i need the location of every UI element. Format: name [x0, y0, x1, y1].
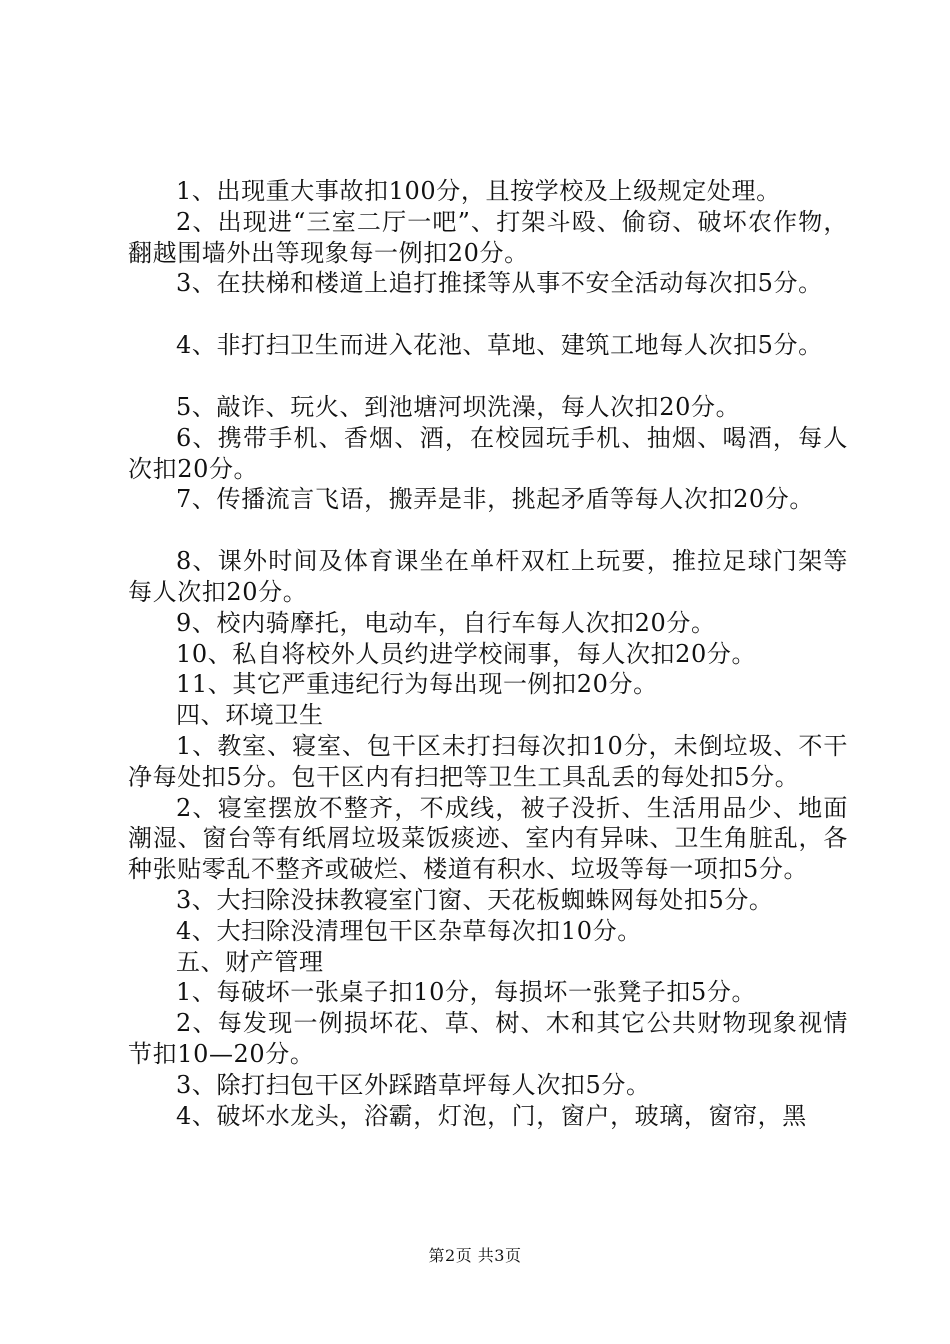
rule-paragraph: 7、传播流言飞语，搬弄是非，挑起矛盾等每人次扣20分。 — [176, 485, 815, 514]
rule-paragraph: 3、除打扫包干区外踩踏草坪每人次扣5分。 — [176, 1070, 651, 1099]
rule-paragraph: 4、破坏水龙头，浴霸，灯泡，门，窗户，玻璃，窗帘，黑 — [176, 1101, 807, 1130]
rule-paragraph: 6、携带手机、香烟、酒，在校园玩手机、抽烟、喝酒，每人次扣20分。 — [128, 423, 848, 483]
rule-paragraph: 1、出现重大事故扣100分，且按学校及上级规定处理。 — [176, 177, 781, 205]
document-body — [128, 176, 848, 1131]
rule-paragraph: 2、寝室摆放不整齐，不成线，被子没折、生活用品少、地面潮湿、窗台等有纸屑垃圾菜饭痰迹、室内有异味、卫生角脏乱，各种张贴零乱不整齐或破烂、楼道有积水、垃圾等每一项扣5分。 — [128, 793, 848, 884]
rule-paragraph: 11、其它严重违纪行为每出现一例扣20分。 — [176, 670, 658, 699]
rule-paragraph: 3、在扶梯和楼道上追打推揉等从事不安全活动每次扣5分。 — [176, 269, 823, 298]
page-number-footer: 第2页 共3页 — [428, 1246, 522, 1265]
rule-paragraph: 5、敲诈、玩火、到池塘河坝洗澡，每人次扣20分。 — [176, 392, 741, 421]
rule-paragraph: 2、每发现一例损坏花、草、树、木和其它公共财物现象视情节扣10—20分。 — [128, 1009, 848, 1068]
section-heading: 四、环境卫生 — [176, 701, 324, 730]
rule-paragraph: 8、课外时间及体育课坐在单杆双杠上玩要，推拉足球门架等每人次扣20分。 — [128, 547, 848, 606]
rule-paragraph: 10、私自将校外人员约进学校闹事，每人次扣20分。 — [176, 639, 757, 668]
rule-paragraph: 1、教室、寝室、包干区未打扫每次扣10分，未倒垃圾、不干净每处扣5分。包干区内有扫把等卫生工具乱丢的每处扣5分。 — [128, 731, 848, 791]
section-heading: 五、财产管理 — [176, 947, 324, 976]
rule-paragraph: 9、校内骑摩托，电动车，自行车每人次扣20分。 — [176, 608, 716, 637]
rule-paragraph: 3、大扫除没抹教寝室门窗、天花板蜘蛛网每处扣5分。 — [176, 885, 774, 914]
rule-paragraph: 2、出现进“三室二厅一吧”、打架斗殴、偷窃、破坏农作物，翻越围墙外出等现象每一例扣20分。 — [128, 207, 848, 267]
rule-paragraph: 4、大扫除没清理包干区杂草每次扣10分。 — [176, 916, 642, 945]
rule-paragraph: 4、非打扫卫生而进入花池、草地、建筑工地每人次扣5分。 — [176, 331, 823, 360]
rule-paragraph: 1、每破坏一张桌子扣10分，每损坏一张凳子扣5分。 — [176, 978, 757, 1007]
